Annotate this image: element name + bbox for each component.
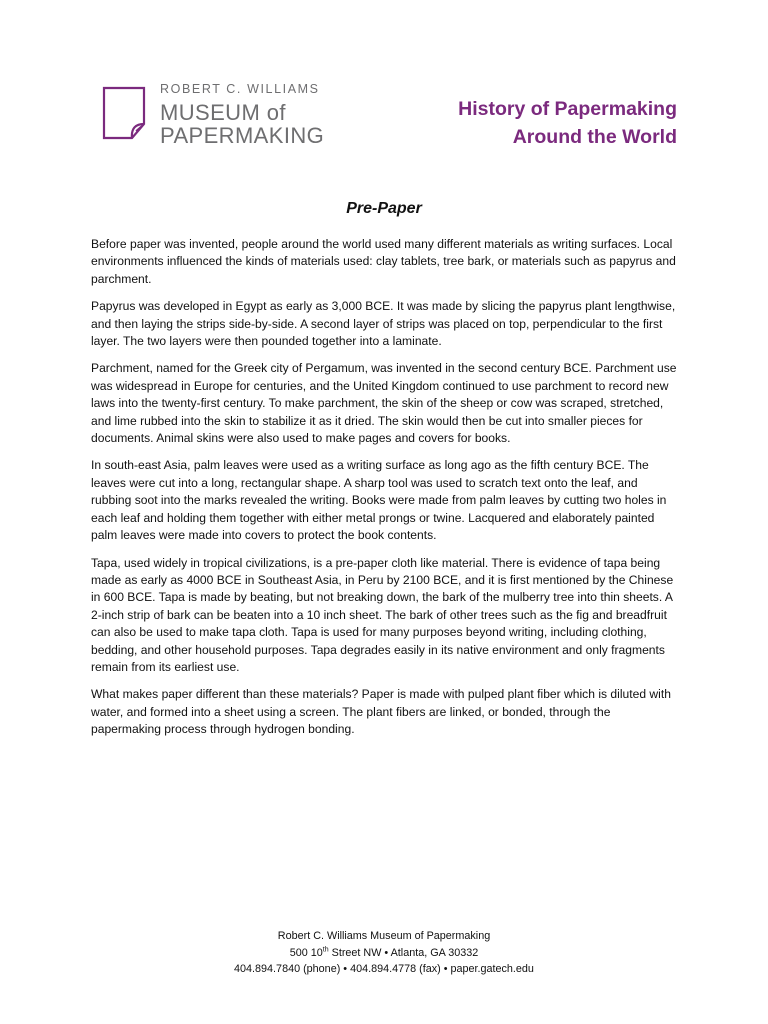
footer-street-rest: Street NW • Atlanta, GA 30332 [328, 946, 479, 959]
footer-organization: Robert C. Williams Museum of Papermaking [277, 930, 491, 942]
paragraph-parchment: Parchment, named for the Greek city of Pergamum, was invented in the second century BCE. Parchment use was widespread in Europe for centuries, and the United Kingdom continued to use parchment to record new laws into the twenty-first century. To make parchment, the skin of the sheep or cow was scraped, stretched, and lime rubbed into the skin to stabilize it as it dried. The skin would then be cut into smaller pieces for documents. Animal skins were also used to make pages and covers for books. [91, 361, 677, 446]
body-text [91, 236, 681, 749]
footer-street-suffix: th [322, 945, 329, 953]
paragraph-palm-leaves: In south-east Asia, palm leaves were used as a writing surface as long ago as the fifth century BCE. The leaves were cut into a long, rectangular shape. A sharp tool was used to scratch text onto the leaf, and rubbing soot into the marks revealed the writing. Books were made from palm leaves by cutting two holes in each leaf and holding them together with either metal prongs or twine. Lacquered and elaborately painted palm leaves were made into covers to protect the book contents. [91, 458, 667, 543]
document-title-line-2: Around the World [512, 126, 677, 148]
paragraph-intro: Before paper was invented, people around the world used many different materials as writing surfaces. Local environments influenced the kinds of materials used: clay tablets, tree bark, or materials such as papyrus and parchment. [91, 237, 676, 286]
footer-contact: 404.894.7840 (phone) • 404.894.4778 (fax) • paper.gatech.edu [234, 963, 534, 975]
paragraph-tapa: Tapa, used widely in tropical civilizations, is a pre-paper cloth like material. There is evidence of tapa being made as early as 4000 BCE in Southeast Asia, in Peru by 2100 BCE, and it is first mentioned by the Chinese in 600 BCE. Tapa is made by beating, but not breaking down, the bark of the mulberry tree into thin sheets. A 2-inch strip of bark can be beaten into a 10 inch sheet. The bark of other trees such as the fig and breadfruit can also be used to make tapa cloth. Tapa is used for many purposes beyond writing, including clothing, bedding, and other household purposes. Tapa degrades easily in its native environment and only fragments remain from its earliest use. [91, 555, 674, 674]
footer-street-number: 500 10 [289, 946, 323, 959]
paragraph-papyrus: Papyrus was developed in Egypt as early as 3,000 BCE. It was made by slicing the papyrus plant lengthwise, and then laying the strips side-by-side. A second layer of strips was placed on top, perpendicular to the first layer. The two layers were then pounded together into a laminate. [91, 299, 676, 349]
logo-wordmark [160, 82, 324, 147]
paragraph-paper: What makes paper different than these materials? Paper is made with pulped plant fiber which is diluted with water, and formed into a sheet using a screen. The plant fibers are linked, or bonded, through the papermaking process through hydrogen bonding. [91, 687, 671, 737]
document-title-line-1: History of Papermaking [458, 98, 677, 120]
folded-paper-icon [98, 84, 152, 142]
page-footer [0, 928, 768, 978]
logo-line-3: PAPERMAKING [160, 122, 325, 148]
footer-address [0, 945, 768, 962]
logo-line-1: ROBERT C. WILLIAMS [160, 82, 320, 96]
museum-logo [98, 82, 338, 148]
logo-line-2: MUSEUM of [160, 99, 286, 125]
document-title [458, 95, 677, 151]
section-heading: Pre-Paper [346, 200, 422, 217]
